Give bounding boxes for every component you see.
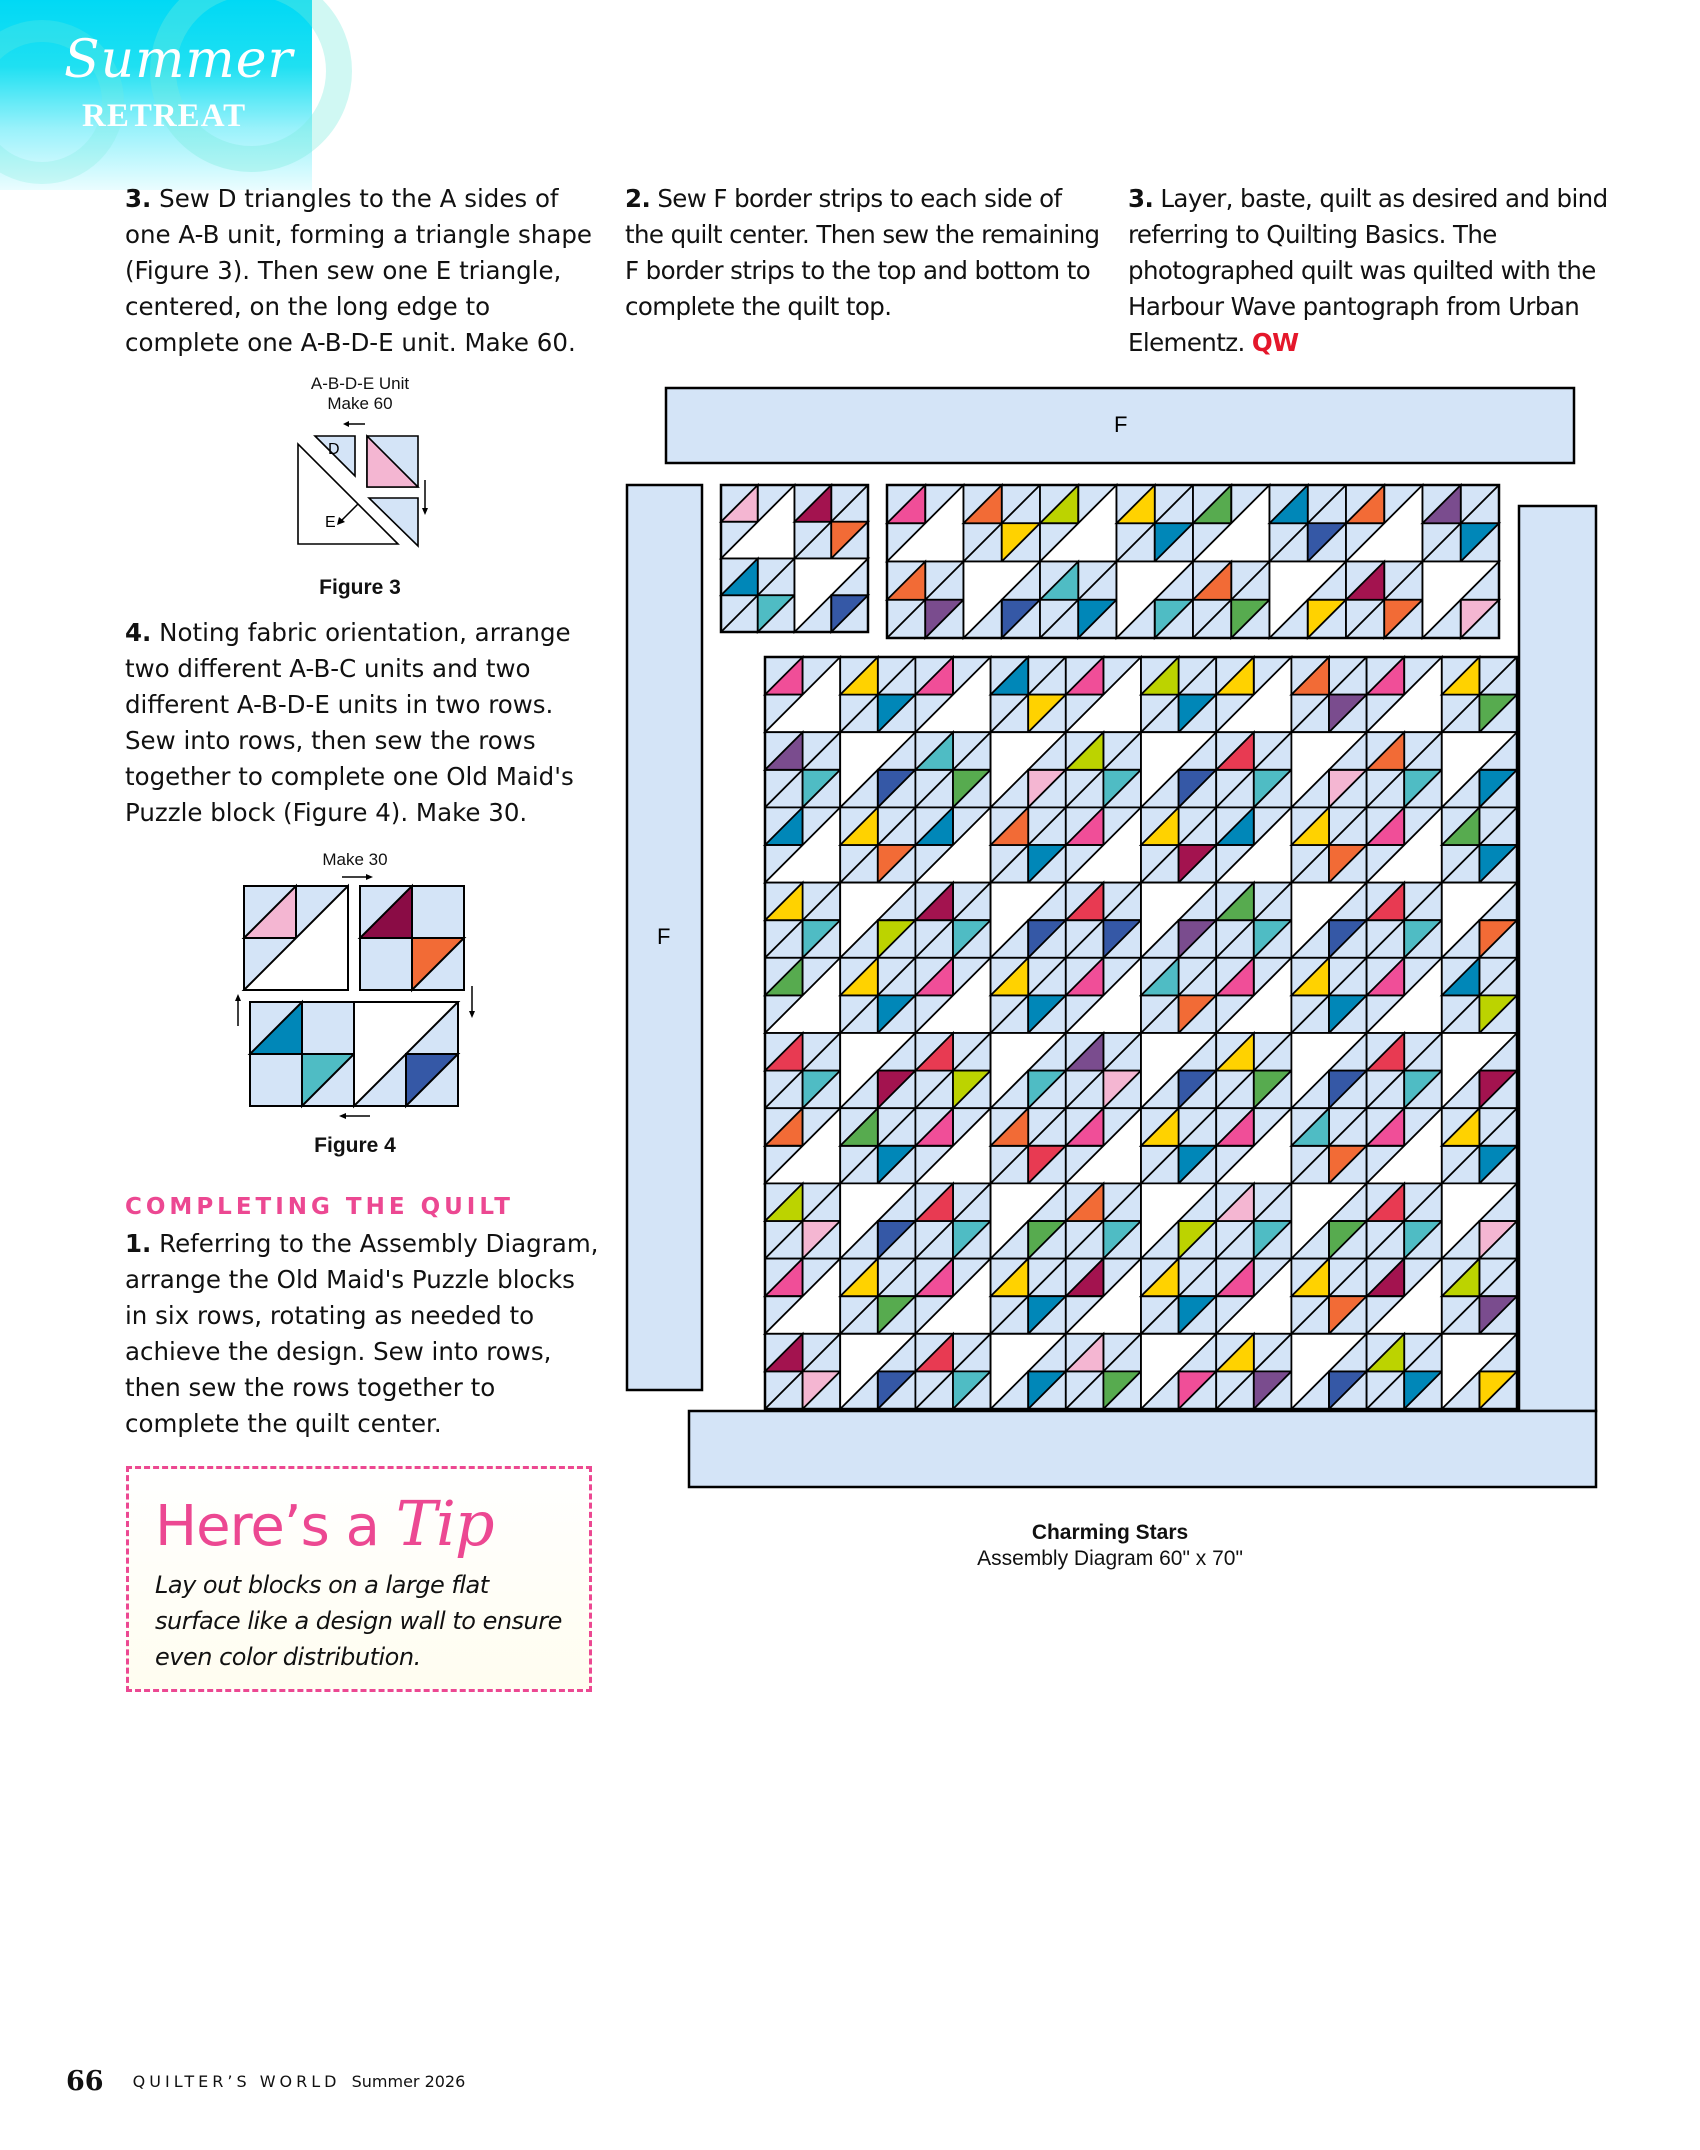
quilt-unit xyxy=(1367,732,1442,807)
quilt-unit xyxy=(1346,562,1423,639)
quilt-unit xyxy=(795,559,869,633)
assembly-subtitle: Assembly Diagram 60" x 70" xyxy=(977,1547,1243,1570)
quilt-unit xyxy=(1141,1259,1216,1334)
quilt-unit xyxy=(991,732,1066,807)
quilt-unit xyxy=(1066,1033,1141,1108)
step-text: Referring to the Assembly Diagram, arrange the Old Maid's Puzzle blocks in six rows, rotating as needed to achieve the design. Sew into rows, then sew the rows together to complete the quilt center. xyxy=(125,1229,599,1438)
tip-body: Lay out blocks on a large flat surface like a design wall to ensure even color distribution. xyxy=(155,1571,562,1671)
block-row-top-left xyxy=(721,485,868,632)
quilt-unit xyxy=(840,1259,915,1334)
quilt-unit xyxy=(1442,958,1517,1033)
quilt-unit xyxy=(840,807,915,882)
step-number: 3. xyxy=(1128,184,1154,213)
quilt-unit xyxy=(840,1183,915,1258)
quilt-unit xyxy=(1141,1334,1216,1409)
quilt-unit xyxy=(1346,485,1423,562)
quilt-unit xyxy=(1117,562,1194,639)
quilt-unit xyxy=(1066,1334,1141,1409)
quilt-unit xyxy=(1367,1334,1442,1409)
border-strip-bottom xyxy=(689,1411,1596,1487)
quilt-unit xyxy=(1291,657,1366,732)
step-text: Sew F border strips to each side of the quilt center. Then sew the remaining F border strips to the top and bottom to complete the quilt top. xyxy=(625,184,1100,321)
quilt-unit xyxy=(991,958,1066,1033)
page-number: 66 xyxy=(66,2066,104,2097)
magazine-name: QUILTER’S WORLD xyxy=(132,2072,341,2091)
end-mark: QW xyxy=(1251,328,1299,357)
quilt-unit xyxy=(1367,1183,1442,1258)
quilt-unit xyxy=(1291,1108,1366,1183)
quilt-unit xyxy=(1141,1108,1216,1183)
quilt-unit xyxy=(1367,1033,1442,1108)
quilt-unit xyxy=(1442,1183,1517,1258)
quilt-unit xyxy=(964,562,1041,639)
quilt-unit xyxy=(765,1108,840,1183)
quilt-unit xyxy=(1442,807,1517,882)
quilt-unit xyxy=(765,657,840,732)
quilt-unit xyxy=(1291,732,1366,807)
quilt-unit xyxy=(1367,883,1442,958)
quilt-unit xyxy=(915,807,990,882)
step-text: Noting fabric orientation, arrange two different A-B-C units and two different A-B-D-E units in two rows. Sew into rows, then sew the rows together to complete one Old Maid's Puzzle block (Figure 4). Make 30. xyxy=(125,618,574,827)
quilt-unit xyxy=(1216,1183,1291,1258)
border-label-left: F xyxy=(657,924,671,949)
quilt-unit xyxy=(1442,1033,1517,1108)
quilt-unit xyxy=(795,485,869,559)
quilt-unit xyxy=(1367,1259,1442,1334)
page-footer xyxy=(66,2066,465,2097)
border-strip-right xyxy=(1519,506,1596,1411)
section-heading: COMPLETING THE QUILT xyxy=(125,1194,514,1220)
banner-subtitle: RETREAT xyxy=(82,98,247,134)
quilt-unit xyxy=(1442,1334,1517,1409)
step-text: Sew D triangles to the A sides of one A-B unit, forming a triangle shape (Figure 3). Then sew one E triangle, centered, on the long edge to complete one A-B-D-E unit. Make 60. xyxy=(125,184,592,357)
border-label-top: F xyxy=(1114,412,1128,437)
block-row-top-right xyxy=(887,485,1499,638)
quilt-unit xyxy=(840,883,915,958)
quilt-unit xyxy=(1066,657,1141,732)
step-number: 1. xyxy=(125,1229,152,1258)
quilt-unit xyxy=(991,1334,1066,1409)
quilt-unit xyxy=(1291,958,1366,1033)
quilt-unit xyxy=(915,1033,990,1108)
quilt-unit xyxy=(1216,1334,1291,1409)
quilt-unit xyxy=(1423,485,1500,562)
quilt-unit xyxy=(991,883,1066,958)
quilt-unit xyxy=(1291,1183,1366,1258)
quilt-unit xyxy=(840,657,915,732)
quilt-unit xyxy=(1270,485,1347,562)
quilt-unit xyxy=(1216,958,1291,1033)
quilt-center xyxy=(765,657,1517,1409)
quilt-unit xyxy=(915,1259,990,1334)
quilt-unit xyxy=(1141,1033,1216,1108)
quilt-unit xyxy=(1216,883,1291,958)
assembly-caption xyxy=(900,1520,1320,1572)
quilt-unit xyxy=(1442,883,1517,958)
quilt-unit xyxy=(1442,657,1517,732)
quilt-unit xyxy=(887,562,964,639)
quilt-unit xyxy=(1066,883,1141,958)
quilt-unit xyxy=(991,1183,1066,1258)
quilt-unit xyxy=(765,1334,840,1409)
quilt-unit xyxy=(1066,1259,1141,1334)
quilt-unit xyxy=(1291,1259,1366,1334)
quilt-unit xyxy=(840,958,915,1033)
quilt-unit xyxy=(765,1183,840,1258)
figure-4-caption: Figure 4 xyxy=(314,1134,396,1157)
quilt-unit xyxy=(1367,1108,1442,1183)
issue-label: Summer 2026 xyxy=(351,2072,466,2091)
quilt-unit xyxy=(1066,1183,1141,1258)
quilt-unit xyxy=(1367,807,1442,882)
quilt-unit xyxy=(887,485,964,562)
quilt-unit xyxy=(1216,732,1291,807)
quilt-unit xyxy=(840,1108,915,1183)
figure-3-caption: Figure 3 xyxy=(319,576,401,599)
quilt-unit xyxy=(991,1259,1066,1334)
piece-d-label: D xyxy=(328,441,340,458)
quilt-unit xyxy=(1141,1183,1216,1258)
quilt-unit xyxy=(1216,807,1291,882)
quilt-unit xyxy=(991,1033,1066,1108)
quilt-unit xyxy=(1066,807,1141,882)
quilt-unit xyxy=(915,732,990,807)
piece-e-label: E xyxy=(325,514,336,531)
quilt-unit xyxy=(840,732,915,807)
quilt-unit xyxy=(1216,1033,1291,1108)
figure-4-label: Make 30 xyxy=(322,850,388,869)
quilt-unit xyxy=(1141,807,1216,882)
quilt-unit xyxy=(1193,485,1270,562)
step-number: 3. xyxy=(125,184,152,213)
quilt-unit xyxy=(1040,562,1117,639)
quilt-unit xyxy=(1066,1108,1141,1183)
quilt-unit xyxy=(1216,1108,1291,1183)
quilt-unit xyxy=(1141,883,1216,958)
figure-3-make-label: Make 60 xyxy=(327,394,393,413)
quilt-unit xyxy=(915,657,990,732)
quilt-unit xyxy=(765,732,840,807)
quilt-unit xyxy=(840,1033,915,1108)
quilt-unit xyxy=(1117,485,1194,562)
quilt-unit xyxy=(1423,562,1500,639)
quilt-unit xyxy=(765,807,840,882)
quilt-unit xyxy=(991,1108,1066,1183)
quilt-unit xyxy=(915,958,990,1033)
quilt-unit xyxy=(765,1259,840,1334)
quilt-unit xyxy=(1040,485,1117,562)
quilt-unit xyxy=(765,883,840,958)
quilt-unit xyxy=(1270,562,1347,639)
quilt-unit xyxy=(1291,883,1366,958)
quilt-title: Charming Stars xyxy=(1031,1521,1189,1544)
quilt-unit xyxy=(1442,732,1517,807)
quilt-unit xyxy=(1442,1259,1517,1334)
step-text: Layer, baste, quilt as desired and bind referring to Quilting Basics. The photographed quilt was quilted with the Harbour Wave pantograph from Urban Elementz. xyxy=(1128,184,1608,357)
quilt-unit xyxy=(991,657,1066,732)
quilt-unit xyxy=(915,1108,990,1183)
quilt-unit xyxy=(1291,1033,1366,1108)
banner-title: Summer xyxy=(64,30,294,90)
quilt-unit xyxy=(721,485,795,559)
step-number: 2. xyxy=(625,184,651,213)
quilt-unit xyxy=(915,883,990,958)
figure-3-unit-label: A-B-D-E Unit xyxy=(310,374,410,393)
quilt-unit xyxy=(1141,732,1216,807)
quilt-unit xyxy=(915,1183,990,1258)
quilt-unit xyxy=(765,1033,840,1108)
quilt-unit xyxy=(1291,807,1366,882)
quilt-unit xyxy=(765,958,840,1033)
tip-title-plain: Here’s a xyxy=(155,1494,396,1559)
step-number: 4. xyxy=(125,618,152,647)
quilt-unit xyxy=(1442,1108,1517,1183)
tip-title-script: Tip xyxy=(395,1487,494,1560)
quilt-unit xyxy=(1141,958,1216,1033)
quilt-unit xyxy=(1193,562,1270,639)
quilt-unit xyxy=(1216,1259,1291,1334)
quilt-unit xyxy=(915,1334,990,1409)
quilt-unit xyxy=(840,1334,915,1409)
quilt-unit xyxy=(991,807,1066,882)
quilt-unit xyxy=(1066,958,1141,1033)
quilt-unit xyxy=(1367,958,1442,1033)
quilt-unit xyxy=(1141,657,1216,732)
quilt-unit xyxy=(1291,1334,1366,1409)
quilt-unit xyxy=(964,485,1041,562)
quilt-unit xyxy=(1367,657,1442,732)
quilt-unit xyxy=(1216,657,1291,732)
quilt-unit xyxy=(1066,732,1141,807)
quilt-unit xyxy=(721,559,795,633)
